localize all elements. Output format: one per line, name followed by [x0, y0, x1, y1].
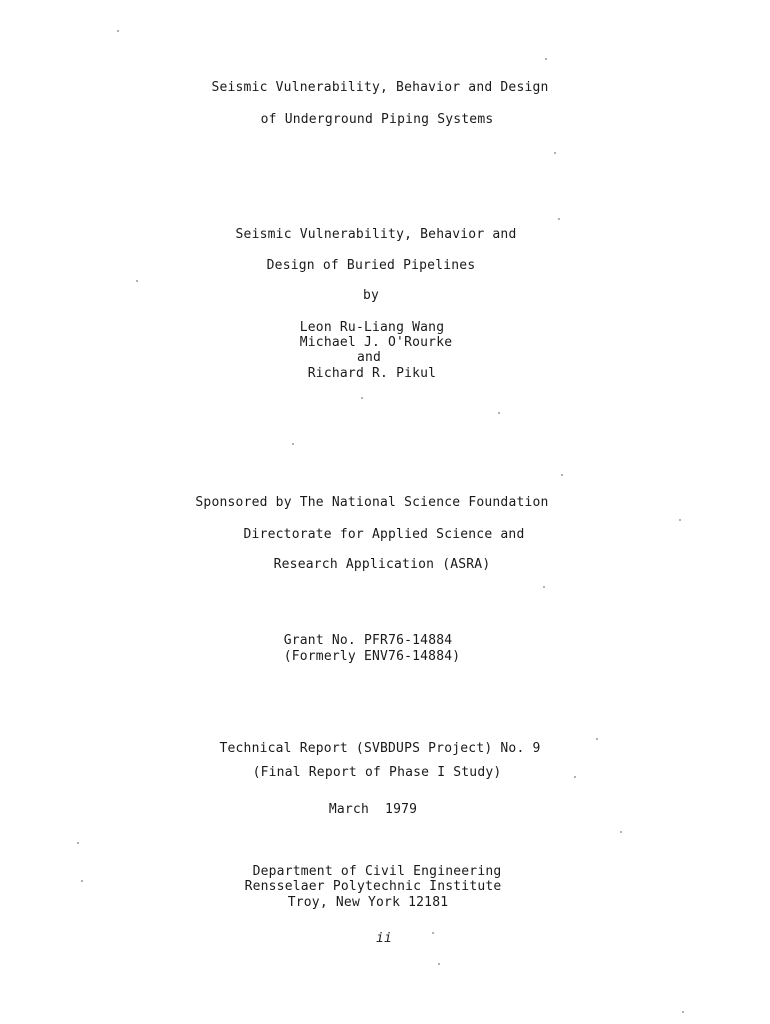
scan-speck	[498, 412, 500, 414]
scan-speck	[574, 776, 576, 778]
technical-report-line-1: Technical Report (SVBDUPS Project) No. 9	[219, 741, 541, 756]
institution-line-3: Troy, New York 12181	[287, 895, 449, 910]
author-3: Richard R. Pikul	[307, 366, 437, 381]
scan-speck	[554, 152, 556, 154]
institution-line-1: Department of Civil Engineering	[252, 864, 502, 879]
scan-speck	[292, 443, 294, 445]
scan-speck	[545, 58, 547, 60]
scan-speck	[77, 842, 79, 844]
sponsor-line-1: Sponsored by The National Science Foundation	[195, 495, 549, 510]
sponsor-line-3: Research Application (ASRA)	[273, 557, 491, 572]
report-title-line-2: Design of Buried Pipelines	[266, 258, 476, 273]
institution-line-2: Rensselaer Polytechnic Institute	[244, 879, 502, 894]
grant-number: Grant No. PFR76-14884	[283, 633, 453, 648]
scan-speck	[596, 738, 598, 740]
author-2: Michael J. O'Rourke	[299, 335, 453, 350]
grant-former-number: (Formerly ENV76-14884)	[283, 649, 461, 664]
report-date: March 1979	[328, 802, 418, 817]
sponsor-line-2: Directorate for Applied Science and	[243, 527, 525, 542]
scan-speck	[682, 1011, 684, 1013]
scan-speck	[679, 519, 681, 521]
page-number: ii	[375, 931, 393, 946]
scan-speck	[438, 963, 440, 965]
report-title-line-1: Seismic Vulnerability, Behavior and	[235, 227, 517, 242]
scan-speck	[561, 474, 563, 476]
scan-speck	[81, 880, 83, 882]
scan-speck	[432, 932, 434, 934]
scan-speck	[117, 30, 119, 32]
scan-speck	[558, 218, 560, 220]
header-title-line-2: of Underground Piping Systems	[260, 112, 494, 127]
scan-speck	[361, 397, 363, 399]
and-label: and	[356, 350, 382, 365]
scan-speck	[136, 280, 138, 282]
scan-speck	[543, 586, 545, 588]
scan-speck	[620, 831, 622, 833]
header-title-line-1: Seismic Vulnerability, Behavior and Design	[211, 80, 549, 95]
by-label: by	[362, 288, 380, 303]
technical-report-line-2: (Final Report of Phase I Study)	[252, 765, 502, 780]
author-1: Leon Ru-Liang Wang	[299, 320, 445, 335]
